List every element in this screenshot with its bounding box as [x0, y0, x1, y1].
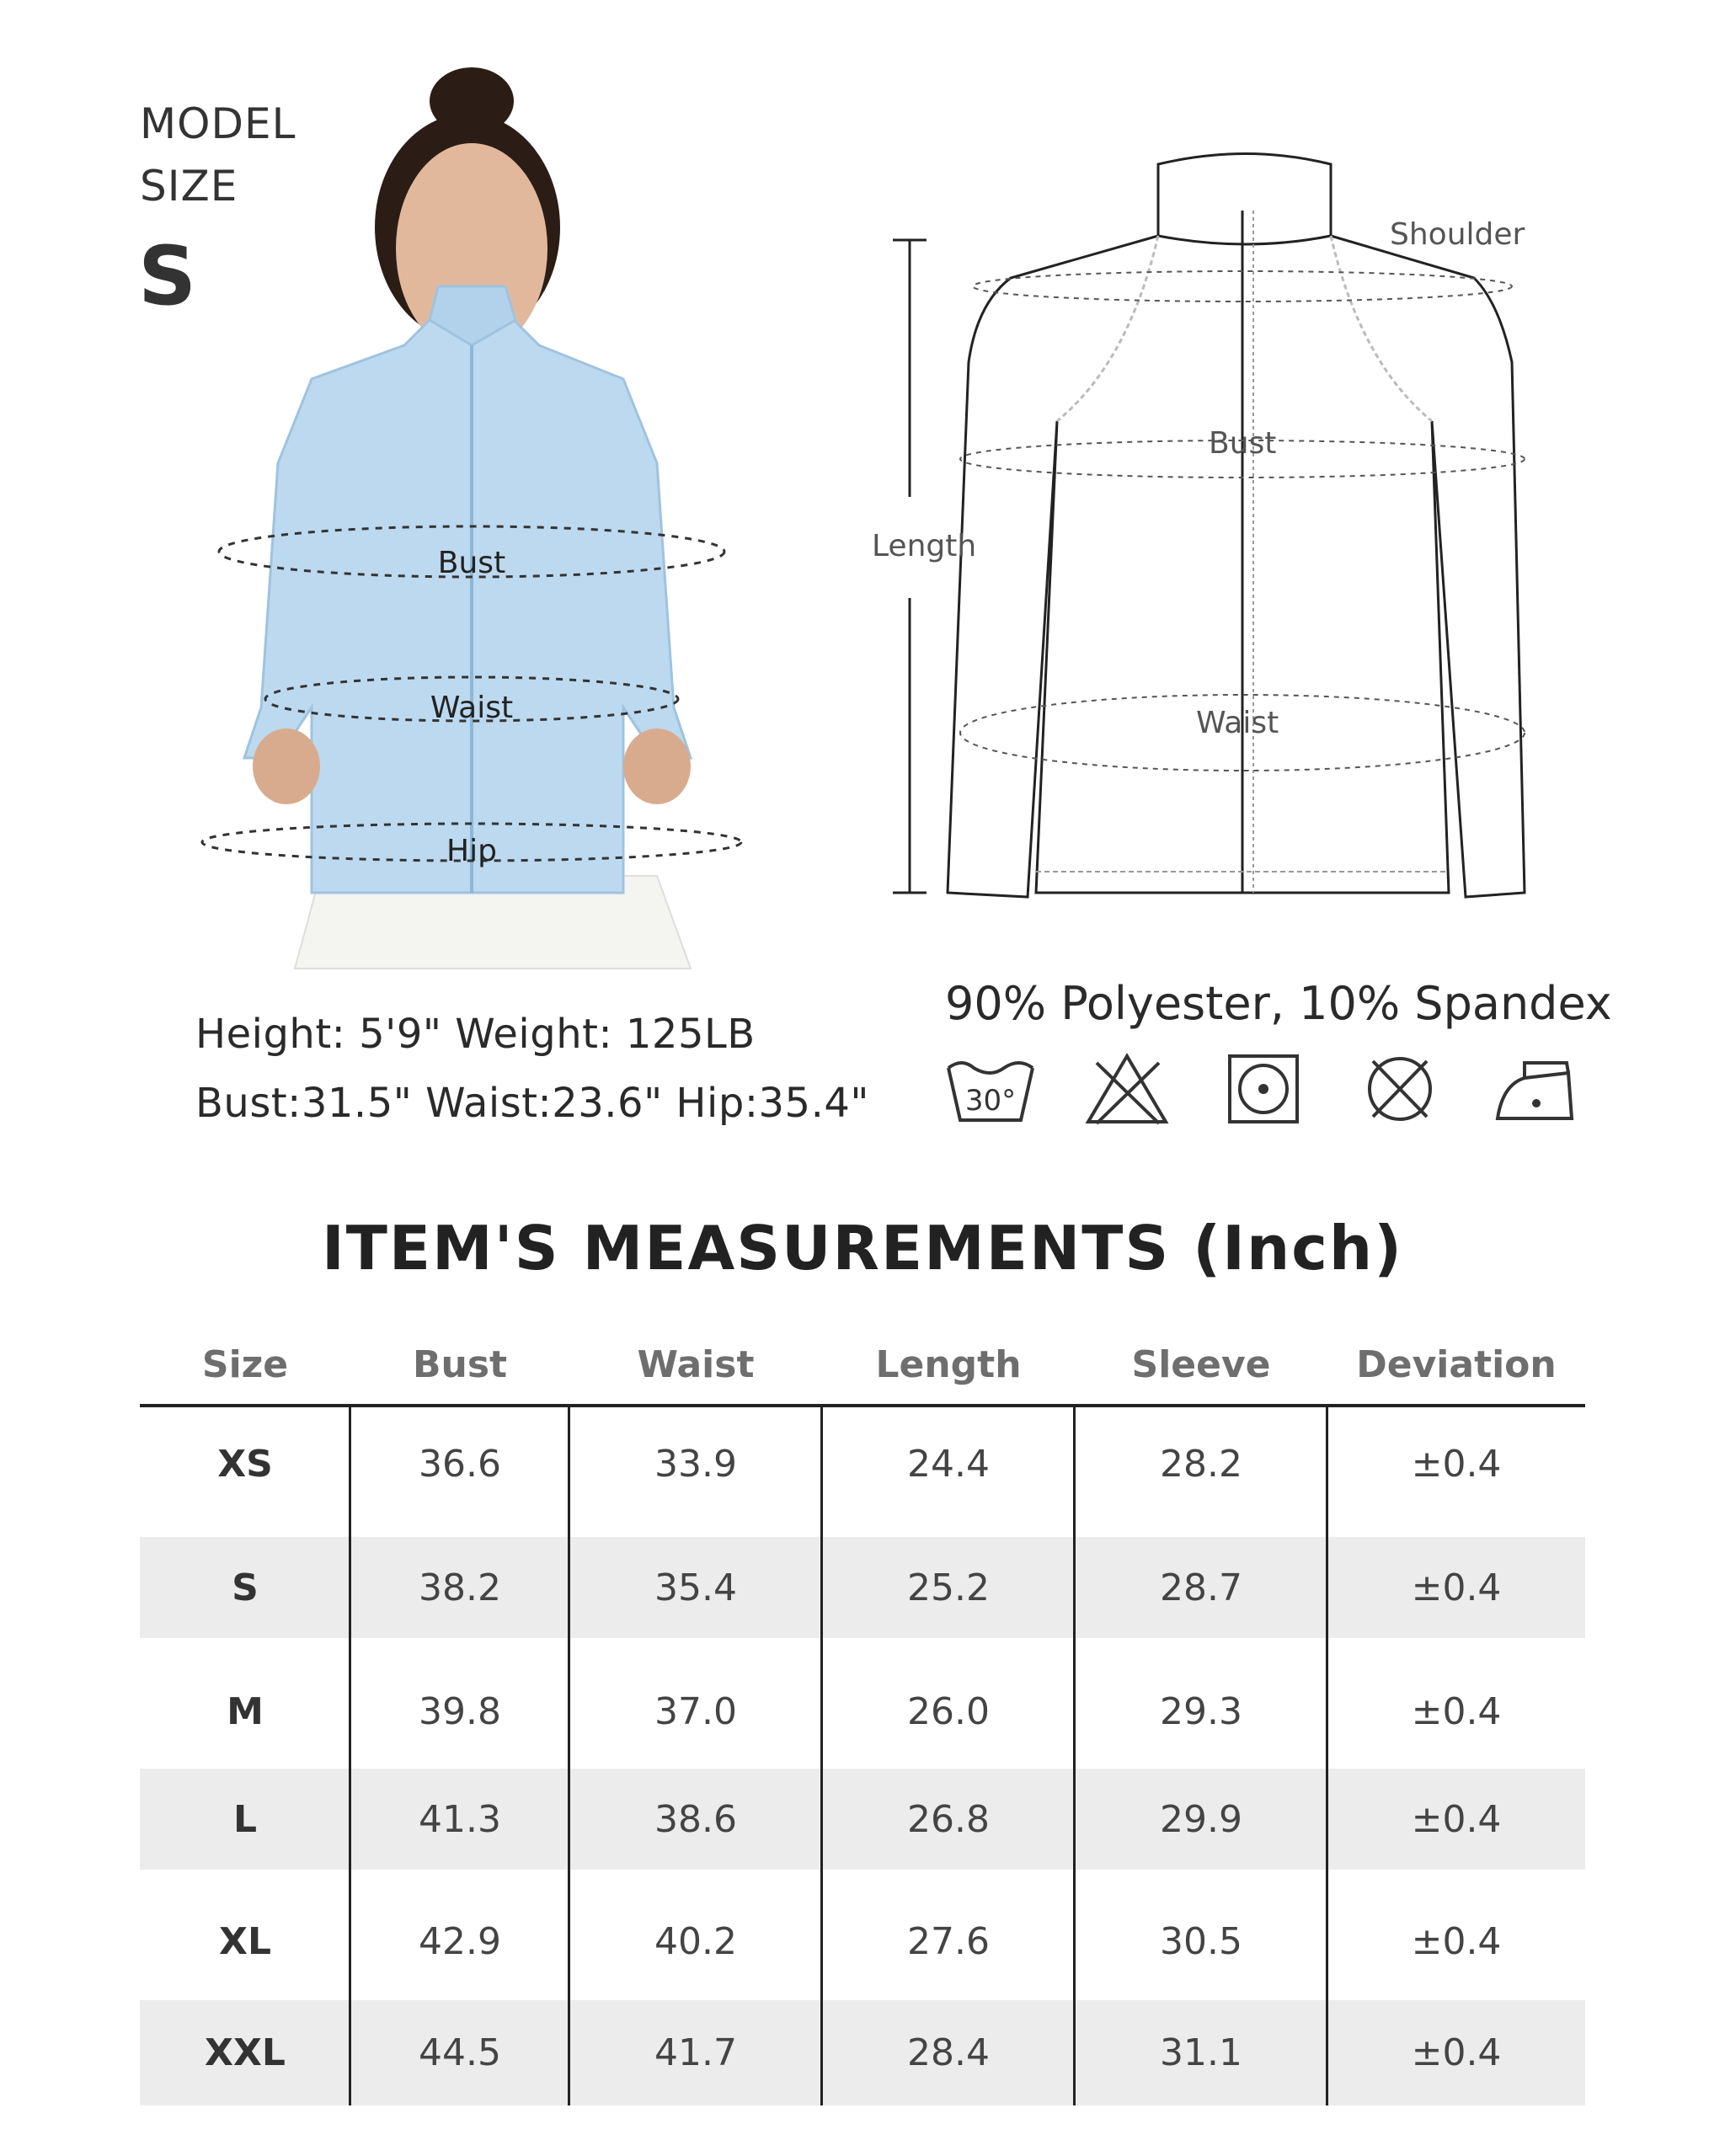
header-length: Length [875, 1343, 1022, 1386]
cell-bust: 44.5 [419, 2031, 501, 2074]
cell-sleeve: 29.9 [1160, 1797, 1242, 1841]
fabric-composition: 90% Polyester, 10% Spandex [945, 977, 1612, 1030]
wash-30-icon [945, 1051, 1036, 1127]
cell-length: 26.8 [907, 1797, 990, 1841]
table-header-row [140, 1326, 1585, 1404]
table-row [140, 1655, 1585, 1769]
iron-icon [1491, 1051, 1582, 1127]
cell-length: 24.4 [907, 1443, 990, 1486]
figure-waist-label: Waist [430, 691, 514, 725]
measurements-table [140, 1326, 1585, 2105]
cell-waist: 40.2 [654, 1919, 737, 1963]
diagram-seam-right [1331, 236, 1432, 421]
diagram-bust-label: Bust [1209, 426, 1277, 461]
cell-sleeve: 28.7 [1160, 1566, 1242, 1609]
cell-sleeve: 29.3 [1160, 1690, 1242, 1733]
model-stats-line1: Height: 5'9" Weight: 125LB [195, 1011, 756, 1058]
cell-bust: 38.2 [419, 1566, 501, 1609]
cell-size: XXL [205, 2031, 286, 2074]
cell-deviation: ±0.4 [1411, 1690, 1502, 1733]
column-divider [820, 1407, 823, 2105]
model-stats-line2: Bust:31.5" Waist:23.6" Hip:35.4" [195, 1080, 869, 1127]
right-hand [623, 728, 691, 804]
jacket [244, 312, 691, 893]
header-sleeve: Sleeve [1131, 1343, 1271, 1386]
cell-deviation: ±0.4 [1411, 1443, 1502, 1486]
no-bleach-icon [1081, 1051, 1172, 1127]
cell-size: M [227, 1690, 264, 1733]
header-size: Size [201, 1343, 289, 1386]
header-waist: Waist [637, 1343, 755, 1386]
care-icons [945, 1051, 1582, 1127]
header-deviation: Deviation [1356, 1343, 1557, 1386]
cell-size: S [232, 1566, 259, 1609]
model-label-line1: MODEL [140, 99, 296, 148]
cell-length: 27.6 [907, 1919, 990, 1963]
cell-waist: 35.4 [654, 1566, 737, 1609]
cell-deviation: ±0.4 [1411, 1919, 1502, 1963]
cell-waist: 33.9 [654, 1443, 737, 1486]
cell-length: 25.2 [907, 1566, 990, 1609]
cell-bust: 36.6 [419, 1443, 501, 1486]
diagram-collar [1158, 154, 1331, 245]
cell-waist: 37.0 [654, 1690, 737, 1733]
model-size-value: S [138, 229, 197, 323]
cell-waist: 38.6 [654, 1797, 737, 1841]
cell-deviation: ±0.4 [1411, 1566, 1502, 1609]
model-photo [185, 67, 792, 969]
diagram-body [948, 236, 1525, 897]
cell-sleeve: 30.5 [1160, 1919, 1242, 1963]
table-row [140, 1882, 1585, 2000]
cell-size: L [232, 1797, 258, 1841]
cell-bust: 42.9 [419, 1919, 501, 1963]
table-row [140, 1769, 1585, 1870]
figure-hip-label: Hip [446, 834, 497, 868]
cell-size: XL [219, 1919, 271, 1963]
cell-deviation: ±0.4 [1411, 1797, 1502, 1841]
table-row [140, 1407, 1585, 1521]
cell-bust: 41.3 [419, 1797, 501, 1841]
cell-waist: 41.7 [654, 2031, 737, 2074]
column-divider [1326, 1407, 1328, 2105]
cell-sleeve: 31.1 [1160, 2031, 1242, 2074]
figure-bust-label: Bust [437, 546, 506, 580]
diagram-length-label: Length [872, 529, 977, 563]
left-hand [253, 728, 320, 804]
diagram-seam-left [1057, 236, 1158, 421]
cell-length: 28.4 [907, 2031, 990, 2074]
table-title: ITEM'S MEASUREMENTS (Inch) [321, 1213, 1404, 1283]
diagram-shoulder-label: Shoulder [1390, 217, 1525, 252]
wash-temp-label: 30° [964, 1084, 1017, 1118]
column-divider [349, 1407, 351, 2105]
tumble-dry-icon [1218, 1051, 1309, 1127]
column-divider [568, 1407, 570, 2105]
model-label-line2: SIZE [140, 162, 238, 211]
column-divider [1073, 1407, 1076, 2105]
diagram-waist-label: Waist [1196, 706, 1279, 740]
table-row [140, 2000, 1585, 2105]
table-row [140, 1537, 1585, 1638]
cell-length: 26.0 [907, 1690, 990, 1733]
jacket-diagram [872, 143, 1550, 918]
no-dry-clean-icon [1354, 1051, 1445, 1127]
header-bust: Bust [412, 1343, 508, 1386]
cell-deviation: ±0.4 [1411, 2031, 1502, 2074]
cell-bust: 39.8 [419, 1690, 501, 1733]
cell-sleeve: 28.2 [1160, 1443, 1242, 1486]
cell-size: XS [217, 1443, 273, 1486]
